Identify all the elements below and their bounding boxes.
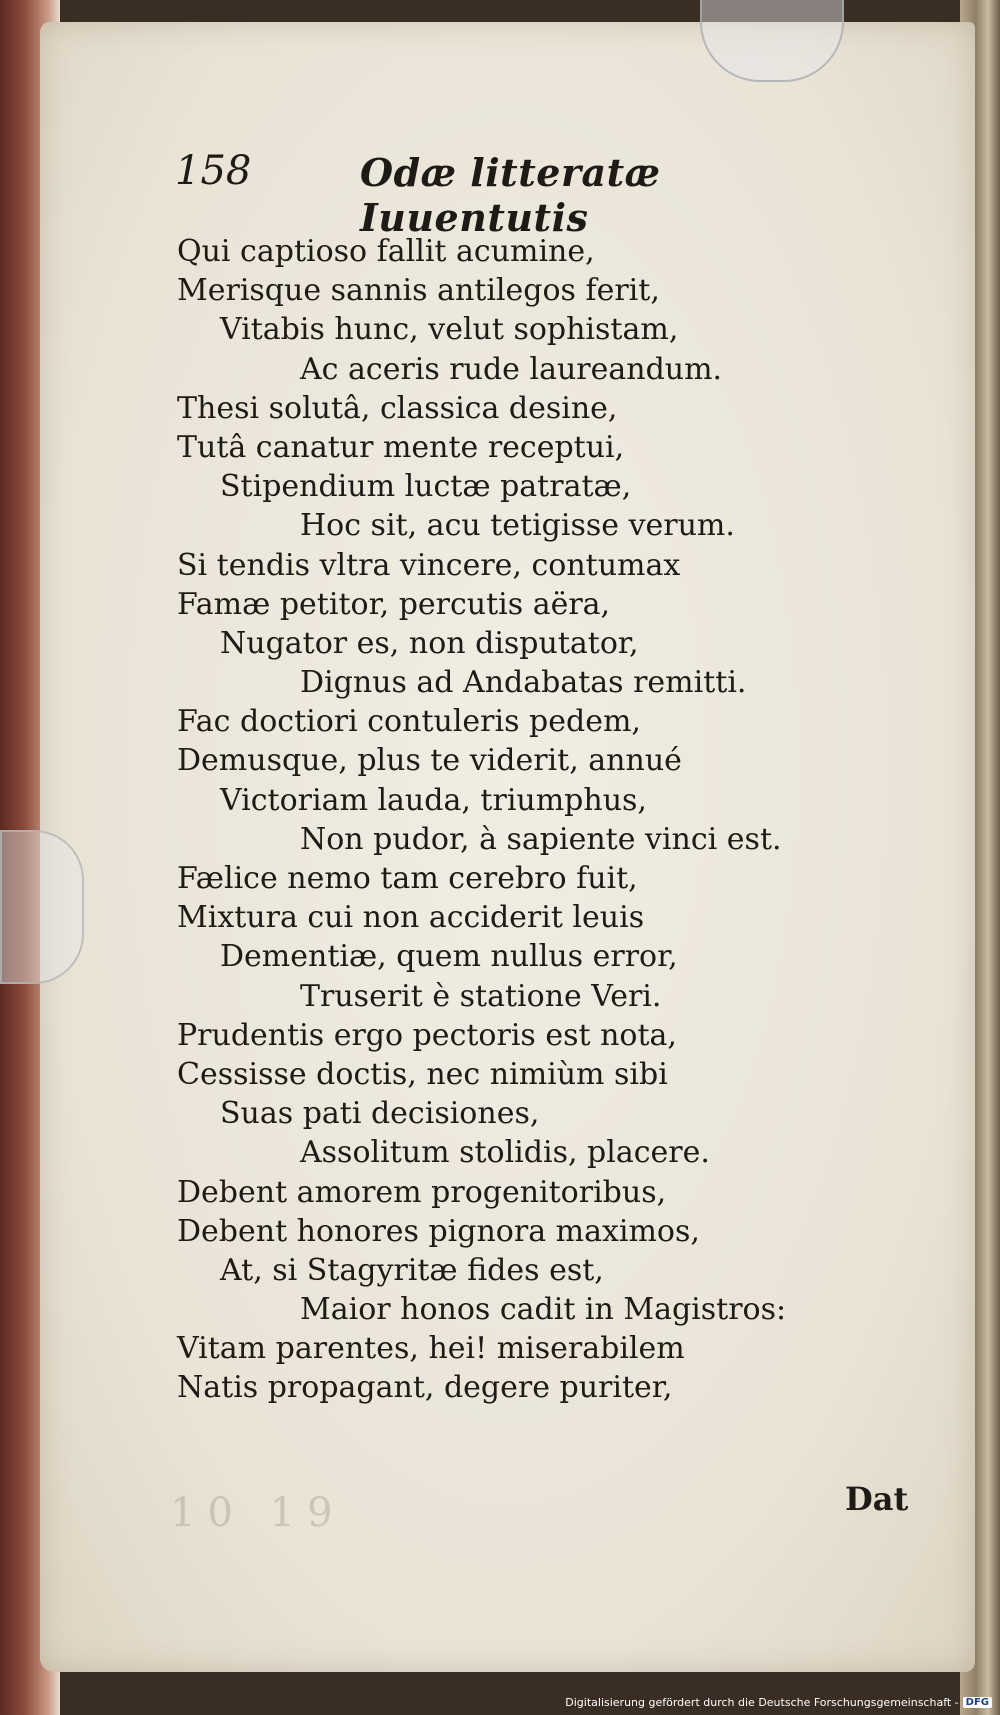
poem-line: Qui captioso fallit acumine, <box>177 234 595 269</box>
page-clip-left <box>0 830 84 984</box>
credit-text: Digitalisierung gefördert durch die Deutsche Forschungsgemeinschaft - <box>565 1696 959 1709</box>
poem-line: At, si Stagyritæ fides est, <box>220 1252 604 1288</box>
poem-line: Prudentis ergo pectoris est nota, <box>177 1017 677 1053</box>
poem-line: Vitabis hunc, velut sophistam, <box>220 312 679 348</box>
poem-line: Nugator es, non disputator, <box>220 625 639 661</box>
catchword: Dat <box>845 1480 909 1518</box>
poem-line: Stipendium luctæ patratæ, <box>220 469 632 505</box>
dfg-logo-icon: DFG <box>963 1697 992 1708</box>
poem-line: Fælice nemo tam cerebro fuit, <box>177 861 638 896</box>
page-header <box>175 148 815 240</box>
faded-stamp: 10 19 <box>170 1490 345 1536</box>
poem-line: Cessisse doctis, nec nimiùm sibi <box>177 1056 668 1092</box>
poem-line: Mixtura cui non acciderit leuis <box>177 900 645 936</box>
poem-line: Truserit è statione Veri. <box>300 978 662 1014</box>
poem-line: Vitam parentes, hei! miserabilem <box>177 1331 685 1367</box>
poem-line: Victoriam lauda, triumphus, <box>220 782 647 818</box>
poem-line: Hoc sit, acu tetigisse verum. <box>300 508 735 544</box>
poem-line: Tutâ canatur mente receptui, <box>177 429 625 465</box>
poem-line: Assolitum stolidis, placere. <box>300 1135 710 1171</box>
poem-text <box>177 232 837 1408</box>
poem-line: Merisque sannis antilegos ferit, <box>177 273 660 309</box>
poem-line: Natis propagant, degere puriter, <box>177 1370 673 1406</box>
poem-line: Fac doctiori contuleris pedem, <box>177 704 641 740</box>
poem-line: Non pudor, à sapiente vinci est. <box>300 821 782 857</box>
poem-line: Debent amorem progenitoribus, <box>177 1174 667 1210</box>
poem-line: Dignus ad Andabatas remitti. <box>300 665 747 701</box>
digitization-credit <box>565 1696 992 1709</box>
poem-line: Thesi solutâ, classica desine, <box>177 390 618 426</box>
poem-line: Si tendis vltra vincere, contumax <box>177 547 681 583</box>
poem-line: Maior honos cadit in Magistros: <box>300 1292 787 1328</box>
poem-line: Suas pati decisiones, <box>220 1096 540 1132</box>
poem-line: Demusque, plus te viderit, annué <box>177 743 682 779</box>
page-number: 158 <box>175 148 252 194</box>
running-title: Odæ litteratæ Iuuentutis <box>360 150 661 240</box>
poem-line: Famæ petitor, percutis aëra, <box>177 586 611 622</box>
poem-line: Dementiæ, quem nullus error, <box>220 939 678 975</box>
poem-line: Ac aceris rude laureandum. <box>300 351 723 387</box>
poem-line: Debent honores pignora maximos, <box>177 1213 700 1249</box>
